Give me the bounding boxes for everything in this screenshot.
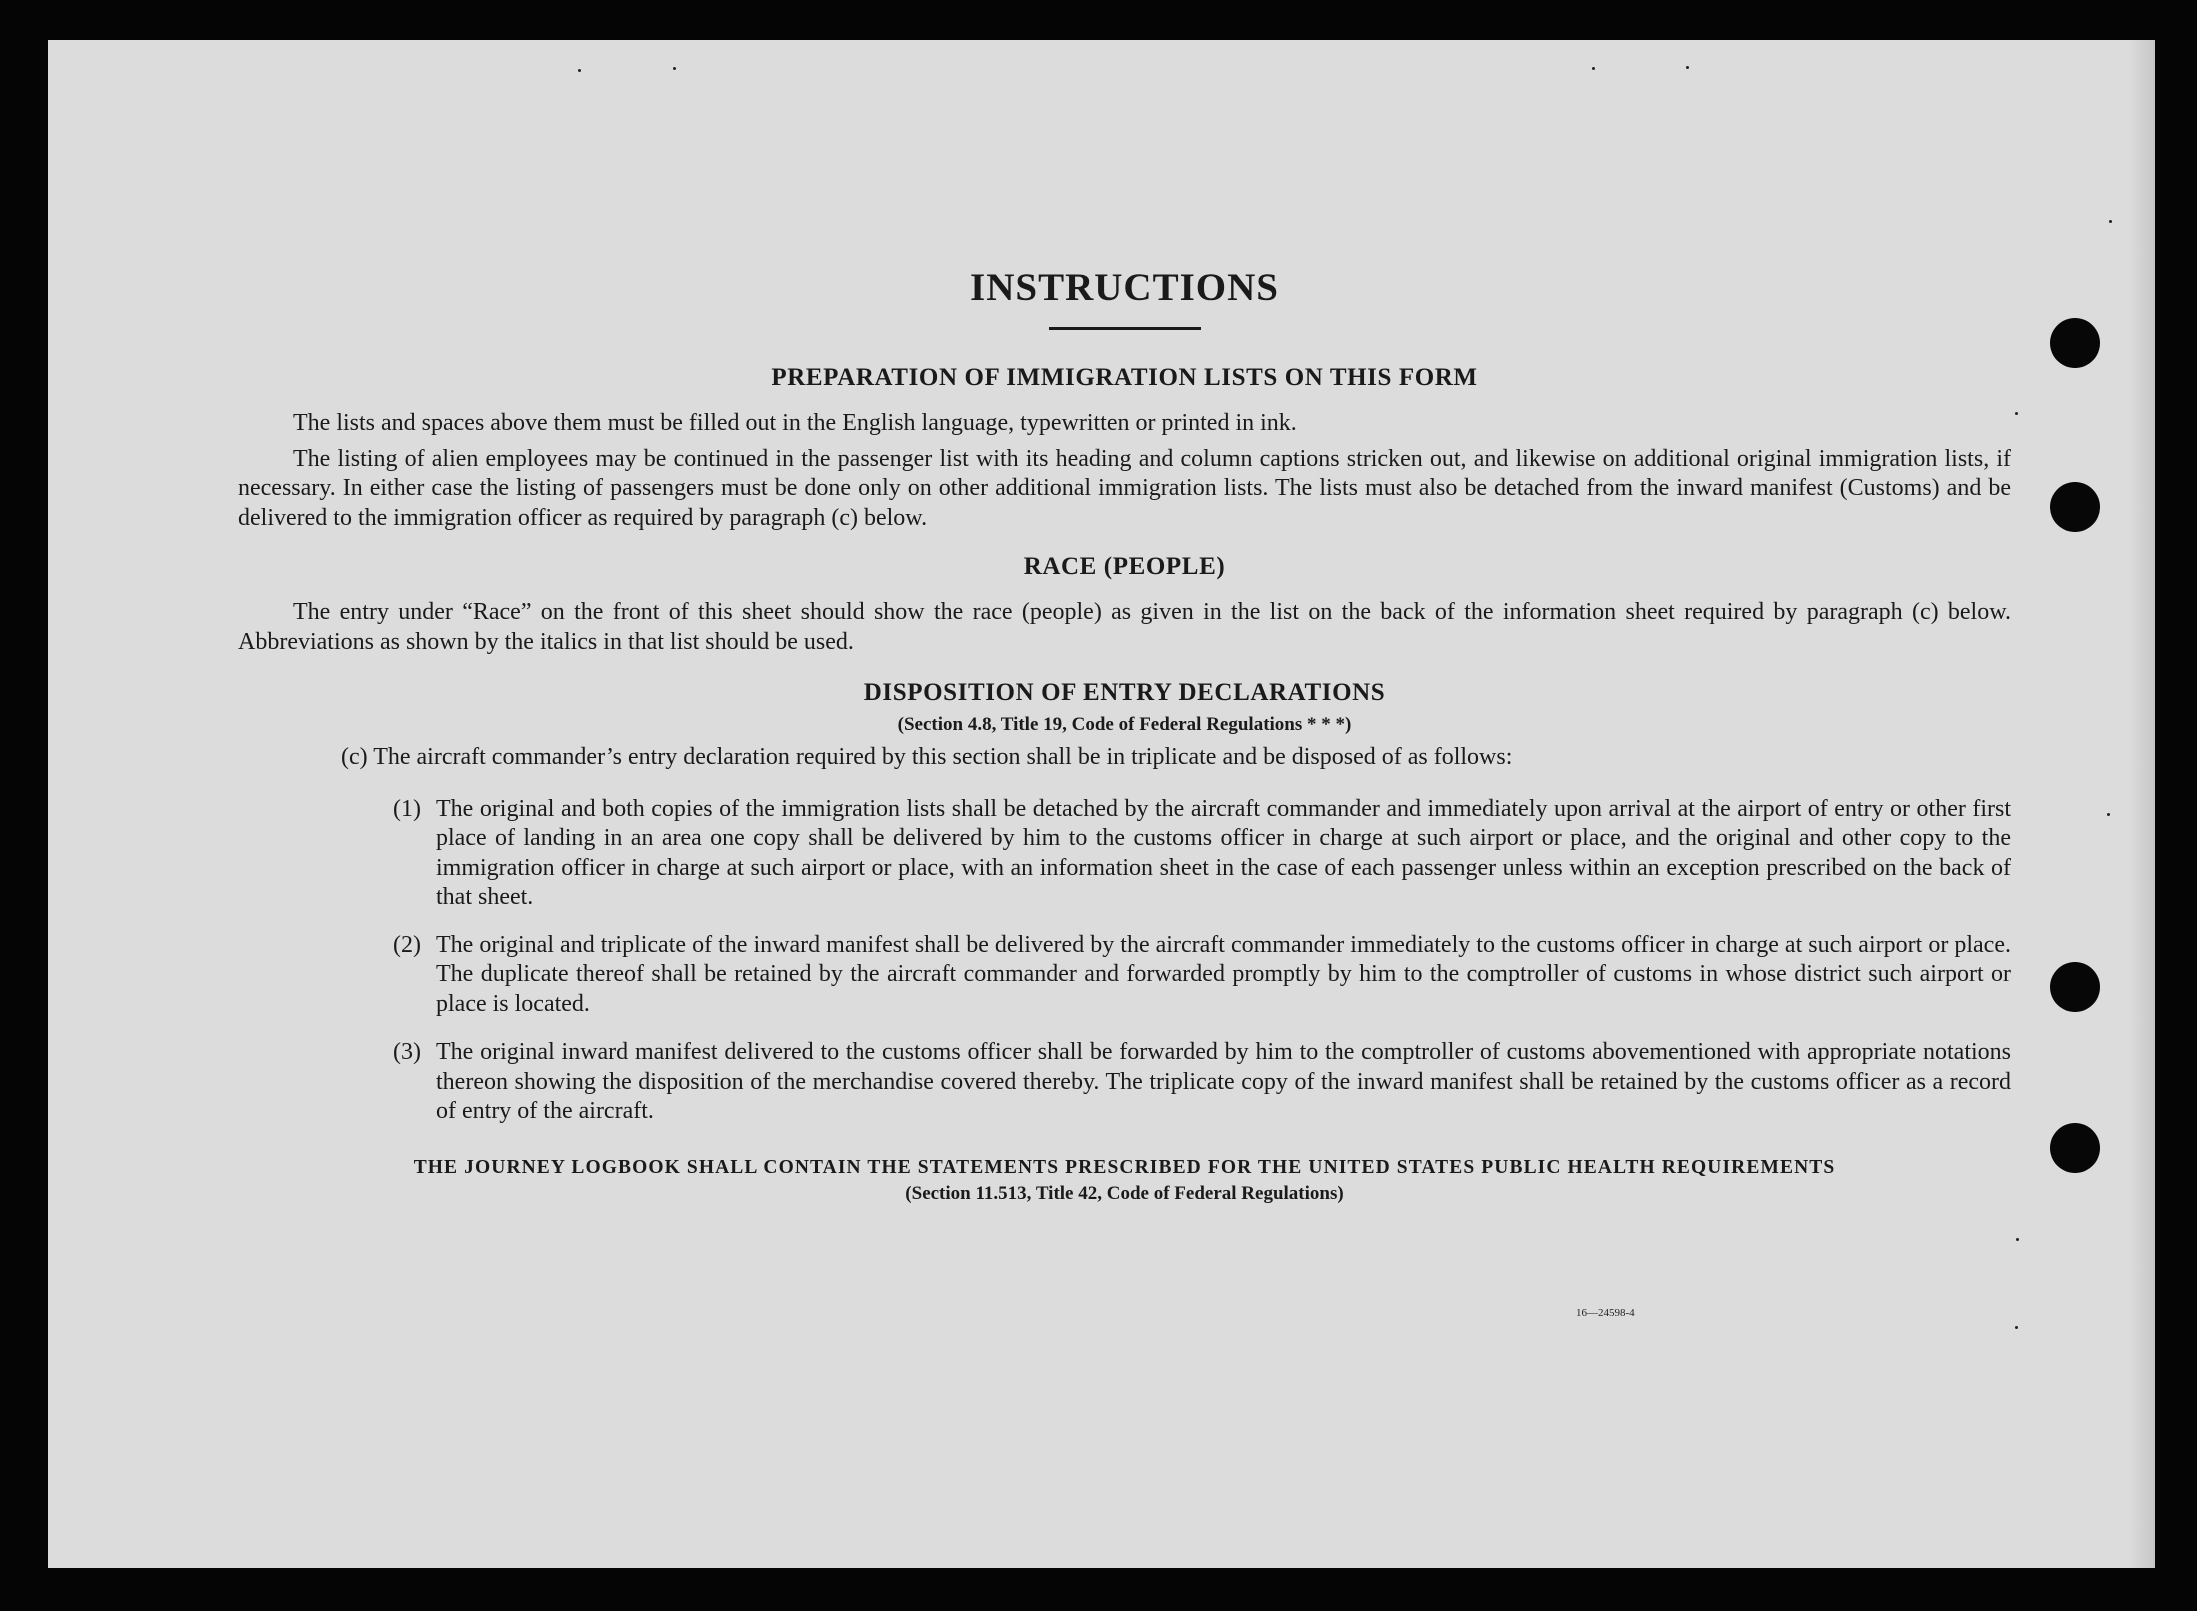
disposition-item-3: [393, 1038, 2011, 1127]
punch-hole: [2050, 318, 2100, 368]
race-paragraph: The entry under “Race” on the front of this sheet should show the race (people) as given in the list on the back of the information sheet required by paragraph (c) below. Abbreviations as shown by the italics in that list should be used.: [238, 599, 2011, 655]
scan-speck: [1592, 67, 1595, 70]
preparation-paragraph-2: The listing of alien employees may be continued in the passenger list with its heading and column captions stricken out, and likewise on additional original immigration lists, if necessary. In either case the listing of passengers must be done only on other additional immigration lists. The lists must also be detached from the inward manifest (Customs) and be delivered to the immigration officer as required by paragraph (c) below.: [238, 445, 2011, 531]
disposition-clause-c: (c) The aircraft commander’s entry declaration required by this section shall be in triplicate and be disposed of as follows:: [341, 744, 1513, 770]
race-heading: RACE (PEOPLE): [1023, 553, 1226, 580]
punch-hole: [2050, 482, 2100, 532]
preparation-heading: PREPARATION OF IMMIGRATION LISTS ON THIS FORM: [771, 364, 1478, 391]
item-text: The original inward manifest delivered to the customs officer shall be forwarded by him to the comptroller of customs abovementioned with appropriate notations thereon showing the disposition of the merchandise covered thereby. The triplicate copy of the inward manifest shall be retained by the customs officer as a record of entry of the aircraft.: [436, 1039, 2011, 1124]
preparation-paragraph-1: The lists and spaces above them must be filled out in the English language, typewritten or printed in ink.: [293, 410, 1297, 436]
scan-speck: [2107, 813, 2110, 816]
scan-speck: [673, 67, 676, 70]
scan-speck: [1686, 66, 1689, 69]
disposition-citation: (Section 4.8, Title 19, Code of Federal Regulations * * *): [897, 714, 1352, 735]
scan-speck: [2016, 1238, 2019, 1241]
disposition-item-2: [393, 931, 2011, 1020]
scan-speck: [2015, 1326, 2018, 1329]
item-number: (3): [393, 1039, 421, 1065]
punch-hole: [2050, 962, 2100, 1012]
disposition-heading: DISPOSITION OF ENTRY DECLARATIONS: [863, 679, 1386, 706]
item-number: (1): [393, 795, 421, 822]
footer-statement: THE JOURNEY LOGBOOK SHALL CONTAIN THE STATEMENTS PRESCRIBED FOR THE UNITED STATES PUBLIC HEALTH REQUIREMENTS: [413, 1156, 1836, 1178]
scan-speck: [2109, 220, 2112, 223]
page-title: INSTRUCTIONS: [970, 266, 1279, 309]
scan-speck: [578, 69, 581, 72]
punch-hole: [2050, 1123, 2100, 1173]
footer-citation: (Section 11.513, Title 42, Code of Federal Regulations): [905, 1182, 1344, 1204]
disposition-item-1: [393, 795, 2011, 913]
form-number: 16—24598-4: [1576, 1307, 1635, 1319]
item-text: The original and both copies of the immigration lists shall be detached by the aircraft commander and immediately upon arrival at the airport of entry or other first place of landing in an area one copy shall be delivered by him to the customs officer in charge at such airport or place, and the original and other copy to the immigration officer in charge at such airport or place, with an information sheet in the case of each passenger unless within an exception prescribed on the back of that sheet.: [436, 795, 2011, 910]
instructions-content: [238, 268, 2011, 1205]
title-underline: [1049, 327, 1201, 330]
scan-speck: [2015, 412, 2018, 415]
item-number: (2): [393, 931, 421, 958]
item-text: The original and triplicate of the inward manifest shall be delivered by the aircraft commander immediately to the customs officer in charge at such airport or place. The duplicate thereof shall be retained by the aircraft commander and forwarded promptly by him to the comptroller of customs in whose district such airport or place is located.: [436, 931, 2011, 1017]
document-page: [48, 40, 2155, 1568]
